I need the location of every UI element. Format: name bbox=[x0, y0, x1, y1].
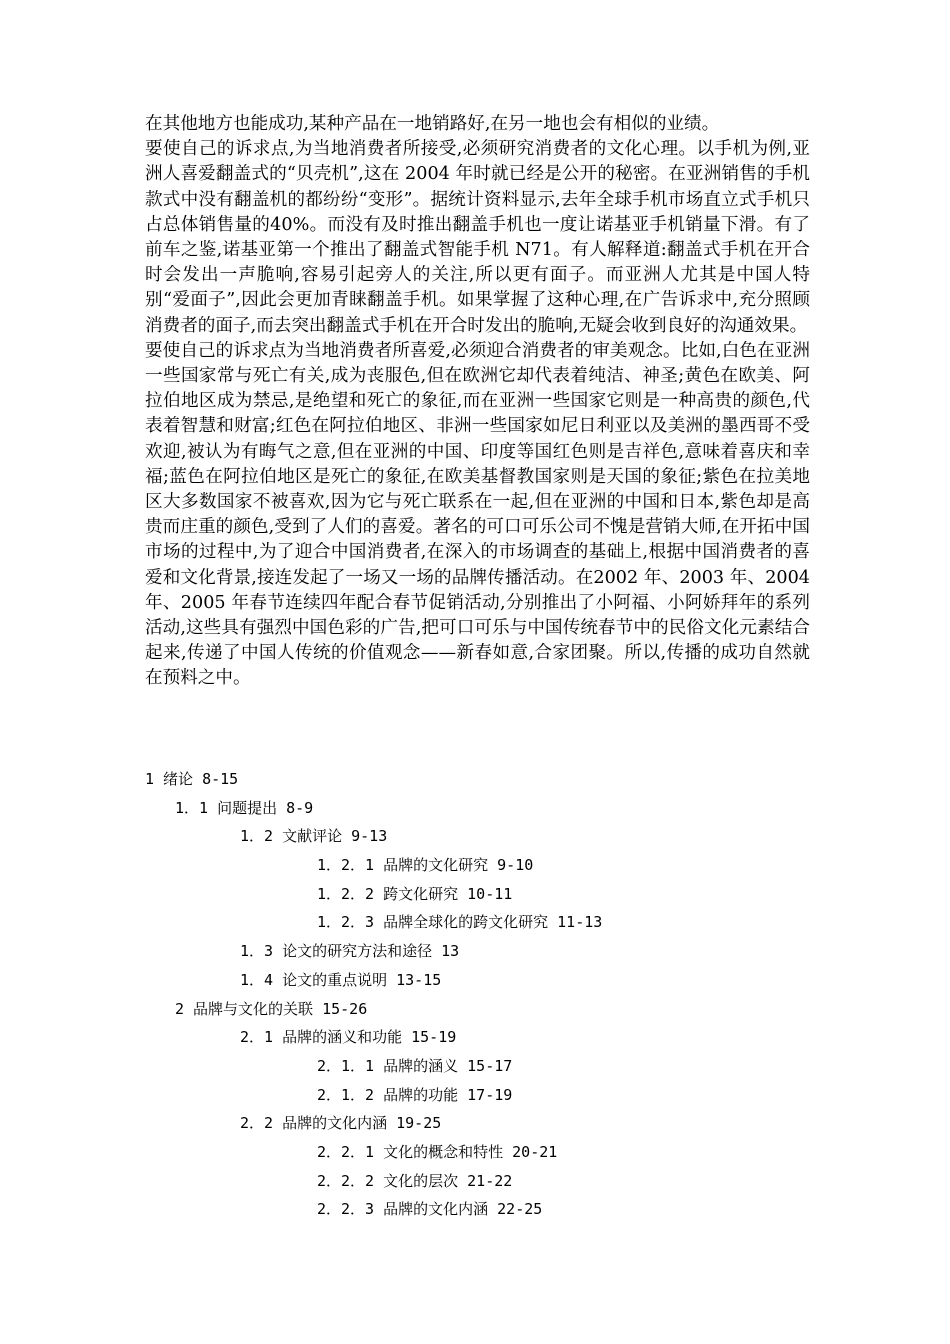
toc-entry: 2．2．3 品牌的文化内涵 22-25 bbox=[317, 1200, 543, 1219]
toc-entry: 1 绪论 8-15 bbox=[145, 770, 239, 788]
toc-entry: 2．1 品牌的涵义和功能 15-19 bbox=[240, 1028, 457, 1047]
toc-entry: 1．3 论文的研究方法和途径 13 bbox=[240, 942, 460, 961]
paragraph-cultural-psychology: 要使自己的诉求点,为当地消费者所接受,必须研究消费者的文化心理。以手机为例,亚洲人喜爱翻盖式的“贝壳机”,这在 2004 年时就已经是公开的秘密。在亚洲销售的手机款式中没有翻盖机的都纷纷“变形”。据统计资料显示,去年全球手机市场直立式手机只占总体销售量的40%。而没有及时推出翻盖手机也一度让诺基亚手机销量下滑。有了前车之鉴,诺基亚第一个推出了翻盖式智能手机 N71。有人解释道:翻盖式手机在开合时会发出一声脆响,容易引起旁人的关注,所以更有面子。而亚洲人尤其是中国人特别“爱面子”,因此会更加青睐翻盖手机。如果掌握了这种心理,在广告诉求中,充分照顾消费者的面子,而去突出翻盖式手机在开合时发出的脆响,无疑会收到良好的沟通效果。 bbox=[145, 139, 810, 336]
toc-entry: 2．2．1 文化的概念和特性 20-21 bbox=[317, 1142, 558, 1161]
toc-entry: 2．1．1 品牌的涵义 15-17 bbox=[317, 1056, 513, 1075]
toc-entry: 1．2 文献评论 9-13 bbox=[240, 827, 388, 846]
toc-entry: 1．4 论文的重点说明 13-15 bbox=[240, 970, 442, 989]
toc-entry: 1．1 问题提出 8-9 bbox=[175, 798, 314, 817]
paragraph-intro-continuation: 在其他地方也能成功,某种产品在一地销路好,在另一地也会有相似的业绩。 bbox=[145, 114, 720, 134]
toc-entry: 2．1．2 品牌的功能 17-19 bbox=[317, 1085, 513, 1104]
toc-entry: 1．2．1 品牌的文化研究 9-10 bbox=[317, 856, 534, 875]
toc-entry: 1．2．3 品牌全球化的跨文化研究 11-13 bbox=[317, 913, 603, 932]
paragraph-aesthetic-concepts: 要使自己的诉求点为当地消费者所喜爱,必须迎合消费者的审美观念。比如,白色在亚洲一些国家常与死亡有关,成为丧服色,但在欧洲它却代表着纯洁、神圣;黄色在欧美、阿拉伯地区成为禁忌,是绝望和死亡的象征,而在亚洲一些国家它则是一种高贵的颜色,代表着智慧和财富;红色在阿拉伯地区、非洲一些国家如尼日利亚以及美洲的墨西哥不受欢迎,被认为有晦气之意,但在亚洲的中国、印度等国红色则是吉祥色,意味着喜庆和幸福;蓝色在阿拉伯地区是死亡的象征,在欧美基督教国家则是天国的象征;紫色在拉美地区大多数国家不被喜欢,因为它与死亡联系在一起,但在亚洲的中国和日本,紫色却是高贵而庄重的颜色,受到了人们的喜爱。著名的可口可乐公司不愧是营销大师,在开拓中国市场的过程中,为了迎合中国消费者,在深入的市场调查的基础上,根据中国消费者的喜爱和文化背景,接连发起了一场又一场的品牌传播活动。在2002 年、2003 年、2004 年、2005 年春节连续四年配合春节促销活动,分别推出了小阿福、小阿娇拜年的系列活动,这些具有强烈中国色彩的广告,把可口可乐与中国传统春节中的民俗文化元素结合起来,传递了中国人传统的价值观念——新春如意,合家团聚。所以,传播的成功自然就在预料之中。 bbox=[145, 340, 810, 689]
toc-entry: 2 品牌与文化的关联 15-26 bbox=[175, 999, 368, 1018]
toc-entry: 2．2．2 文化的层次 21-22 bbox=[317, 1171, 513, 1190]
toc-entry: 2．2 品牌的文化内涵 19-25 bbox=[240, 1114, 442, 1133]
toc-entry: 1．2．2 跨文化研究 10-11 bbox=[317, 884, 513, 903]
table-of-contents bbox=[145, 765, 845, 1224]
body-text bbox=[145, 112, 810, 692]
